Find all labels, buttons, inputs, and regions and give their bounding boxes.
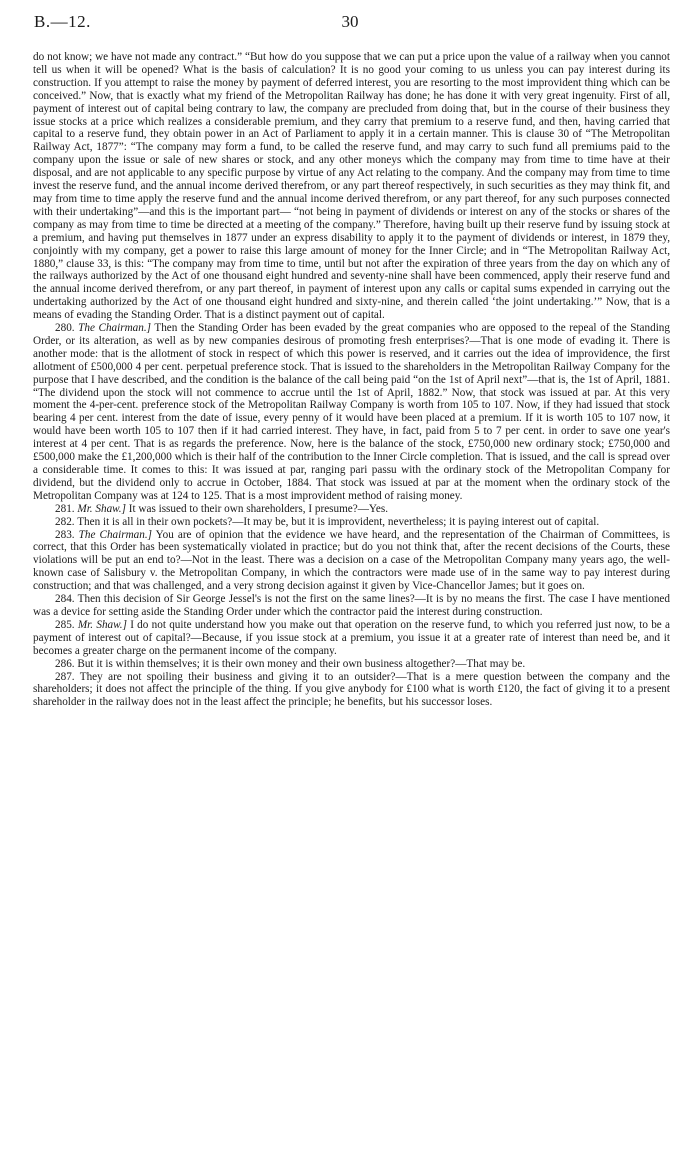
document-body [33,51,670,709]
speaker: Mr. Shaw.] [77,502,126,515]
paragraph-280 [33,322,670,503]
paragraph-text: Then it is all in their own pockets?—It may be, but it is improvident, nevertheless; it is paying interest out of capital. [77,515,600,528]
question-number: 281. [55,502,75,515]
speaker: Mr. Shaw.] [77,618,127,631]
paragraph-281 [33,503,670,516]
paragraph-continuation [33,51,670,322]
question-number: 284. [55,593,75,606]
paragraph-286 [33,658,670,671]
paragraph-text: You are of opinion that the evidence we have heard, and the representation of the Chairman of Committees, is correct, that this Order has been systematically violated in practice; but do you not think that, after the recent decisions of the Courts, these violations will be put an end to?—Not in the least. There was a decision on a case of the Metropolitan Company many years ago, the well-known case of Salisbury v. the Metropolitan Company, in which the contractors were made use of in the same way to pay interest during construction; and that was challenged, and a very strong decision against it given by Vice-Chancellor James; but it goes on. [33,528,670,593]
paragraph-text: But it is within themselves; it is their own money and their own business altogether?—That may be. [77,657,526,670]
paragraph-text: do not know; we have not made any contract.” “But how do you suppose that we can put a price upon the value of a railway when you cannot tell us when it will be opened? What is the basis of calculation? It is no good your coming to us unless you can pay interest during its construction. If you attempt to raise the money by payment of deferred interest, you are resorting to the most improvident thing which can be conceived.” Now, that is exactly what my friend of the Metropolitan Railway has done; he has done it with very great ingenuity. First of all, payment of interest out of capital being contrary to law, the company are precluded from doing that, but in the course of their business they issue stocks at a price which realizes a considerable premium, and they carry that premium to a reserve fund, and then, having carried that capital to a reserve fund, they obtain power in an Act of Parliament to apply it in a certain manner. This is clause 30 of “The Metropolitan Railway Act, 1877”: “The company may form a fund, to be called the reserve fund, and may carry to such fund all premiums paid to the company upon the issue or sale of new shares or stock, and any other moneys which the company may from time to time have at their disposal, and are not applicable to any specific purpose by virtue of any Act relating to the company. And the company may from time to time invest the reserve fund, and the annual income derived therefrom, or any part thereof respectively, in such securities as they may think fit, and may from time to time apply the reserve fund and the annual income derived therefrom, or any part thereof, for any such purposes connected with their undertaking”—and this is the important part— “not being in payment of dividends or interest on any of the stocks or shares of the company as may from time to time be directed at a meeting of the company.” Therefore, having built up their reserve fund by issuing stock at a premium, and having put themselves in 1877 under an express disability to apply it to the payment of dividends or interest, in 1879 they, conjointly with my company, get a power to raise this large amount of money for the Inner Circle; and in “The Metropolitan Railway Act, 1880,” clause 33, is this: “The company may from time to time, until but not after the expiration of three years from the day on which any of the railways authorized by the Act of one thousand eight hundred and seventy-nine shall have been commenced, apply their reserve fund and the annual income derived therefrom, or any part thereof, in payment of interest upon any calls or capital sums expended in carrying out the undertaking authorized by the Act of one thousand eight hundred and sixty-nine, and therein called ‘the joint undertaking.’” Now, that is a means of evading the Standing Order. That is a distinct payment out of capital. [33,51,670,322]
paragraph-283 [33,529,670,594]
paragraph-text: Then this decision of Sir George Jessel's is not the first on the same lines?—It is by no means the first. The case I have mentioned was a device for setting aside the Standing Order under which the contractor paid the interest during construction. [33,593,670,618]
paragraph-text: Then the Standing Order has been evaded by the great companies who are opposed to the repeal of the Standing Order, or its alteration, as well as by new companies desirous of promoting fresh enterprises?—That is one mode of evading it. There is another mode: that is the allotment of stock in respect of which this power is reserved, and it carries out the idea of improvidence, the first allotment of £500,000 4 per cent. perpetual preference stock. That is issued to the shareholders in the Metropolitan Railway Company for the purpose that I have described, and the condition is the balance of the call being paid “on the 1st of April next”—that is, the 1st of April, 1881. “The dividend upon the stock will not commence to accrue until the 1st of April, 1882.” Now, that stock was issued at par. At this very moment the 4-per-cent. preference stock of the Metropolitan Railway Company is worth from 105 to 107. Now, if they had issued that stock bearing 4 per cent. interest from the date of issue, every penny of it would have been placed at a premium. If it is worth 105 to 107 now, it would have been worth 105 to 107 then if it had carried interest. They have, in fact, paid from 5 to 7 per cent. in order to save one year's interest at 4 per cent. That is as regards the preference. Now, here is the balance of the stock, £750,000 new ordinary stock; £750,000 and £500,000 make the £1,200,000 which is their half of the contribution to the Inner Circle completion. That is issued, and the call is spread over a considerable time. It comes to this: It was issued at par, ranging pari passu with the ordinary stock of the Metropolitan Company for dividend, but the dividend only to accrue in October, 1884. That stock was issued at par at the moment when the ordinary stock of the Metropolitan Company was at 124 to 125. That is a most improvident method of raising money. [33,322,670,502]
paragraph-text: It was issued to their own shareholders, I presume?—Yes. [125,502,388,515]
question-number: 280. [55,322,75,335]
paragraph-285 [33,619,670,658]
document-reference: B.—12. [34,12,91,31]
question-number: 283. [55,528,75,541]
question-number: 285. [55,618,75,631]
speaker: The Chairman.] [78,322,152,335]
speaker: The Chairman.] [78,528,153,541]
question-number: 282. [55,515,75,528]
paragraph-text: I do not quite understand how you make out that operation on the reserve fund, to which you referred just now, to be a payment of interest out of capital?—Because, if you issue stock at a premium, you issue it at a greater rate of interest than need be, and it becomes a greater charge on the permanent income of the company. [33,618,670,657]
question-number: 286. [55,657,75,670]
paragraph-282 [33,516,670,529]
page-number: 30 [341,12,359,31]
paragraph-text: They are not spoiling their business and giving it to an outsider?—That is a mere question between the company and the shareholders; it does not affect the principle of the thing. If you give anybody for £100 what is worth £120, the fact of giving it to a present shareholder in the railway does not in the least affect the principle; he benefits, but his successor loses. [33,670,670,709]
question-number: 287. [55,670,75,683]
paragraph-284 [33,593,670,619]
paragraph-287 [33,671,670,710]
page-header [34,12,666,34]
